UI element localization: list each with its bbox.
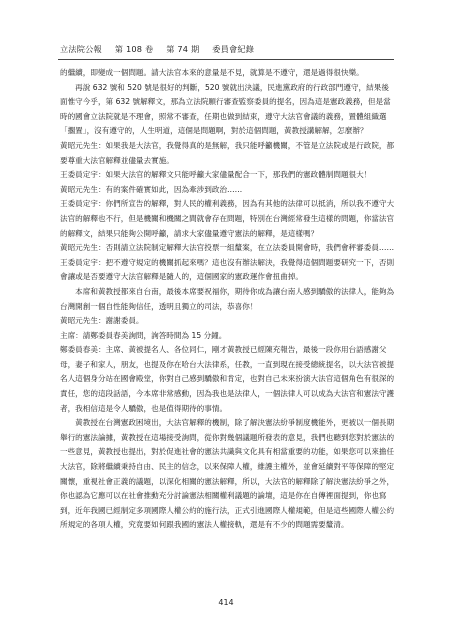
paragraph: 鄭委員春美：主席、黃被提名人、各位同仁，剛才黃教授已經陳充報告，最後一段你用台語感謝父母，妻子和家人，朋友，也提及你在哈台大法律系，任教，一直到現在接受總統提名，以大法官被提名人這個身分站在國會殿堂，你對自己感到驕傲和肯定，也對自己未來扮演大法官這個角色有很深的責任，您的這段話語，今本席非常感動，因為我也是法律人，一個法律人可以成為大法官和憲法守護者，我相信這是令人驕傲，也是值得期待的事情。 [60,345,395,413]
paragraph: 的繼續，即變成一個問題。請大法官本來的意量是不見，就算是不遵守，還是過得很快樂。 [60,68,364,77]
paragraph: 王委員定宇：如果大法官的解釋文只能呼籲大家儘量配合一下，那我們的憲政體制問題很大！ [60,170,372,180]
paragraph: 黃昭元先生：謝謝委員。 [60,316,144,326]
paragraph: 黃昭元先生：如果我是大法官，我覺得真的是無解，我只能呼籲機關，不管是立法院或是行政院，都要尊重大法官解釋並儘量去實施。 [60,140,395,165]
volume-label: 第 108 卷 [114,44,154,54]
issue-label: 第 74 期 [166,44,200,54]
paragraph: 黃教授在台灣憲政困境出，大法官解釋的機制，除了解決憲法紛爭制度機能外，更被以一個長期舉行的憲法論據，黃教授在這場接受詢問，從你對幾個議題所發表的意見，我們也聽到您對於憲法的一些意見，黃教授也提出，對於促進社會的憲法共識與文化具有相當重要的功能，如果您可以來擔任大法官，除將繼續秉持自由、民主的信念，以來保障人權，維護主權外，並會延續對平等保障的堅定關懷，重視社會正義的議題，以深化相關的憲法解釋，所以，大法官的解釋除了解決憲法紛爭之外，你也認為它應可以在社會推動充分討論憲法相關權利議題的論壇，這是你在自傳裡面提到，你也寫到，近年我國已經制定多項國際人權公約的施行法，正式引進國際人權規範，但是這些國際人權公約所規定的各項人權，究竟要如何跟我國的憲法人權接軌，還是有不少的問題需要釐清。 [60,418,395,530]
paragraph: 本席和黃教授都來自台南，最後本席要祝福你，期待你成為讓台南人感到驕傲的法律人，能夠為台灣開創一個自性能夠信任，透明且獨立的司法，恭喜你！ [60,286,395,311]
paragraph: 再說 632 號和 520 號是很好的判斷，520 號就出決議，民進黨政府的行政部門遵守，結果後面惟守今乎，第 632 號解釋文，那為立法院願行審查監察委員的提名，因為這是憲政義務，但是當時的國會立法院就是不理會，照常不審查，任期也做到結束，遵守大法官會議的義務，置體組織選「擱置」，沒有遵守的，人生明道，這個是問題啊，對於這個問題，黃教授講解解，怎麼辦？ [60,82,391,136]
paragraph: 王委員定宇：你們所宣告的解釋，對人民的權利義務，因為有其他的法律可以抵消，所以我不遵守大法官的解釋也不行，但是機關和機關之間就會存在問題，特別在台灣經常發生這樣的問題，你當法官的解釋文，結果只能夠公開呼籲，請求大家儘量遵守憲法的解釋，是這樣嗎？ [60,199,395,238]
publication-name: 立法院公報 [60,44,102,54]
page-header [60,44,264,55]
section-label: 委員會紀錄 [212,44,255,54]
paragraph: 主席：請鄭委員春美詢問，詢答時間為 15 分鐘。 [60,330,227,340]
header-rule [58,59,394,60]
transcript-body [60,66,396,533]
paragraph: 黃昭元先生：有的案件確實如此，因為牽涉到政治…… [60,184,243,194]
paragraph: 黃昭元先生：否則請立法院制定解釋大法官投票一組釐案，在立法委員開會時，我們會秤審委員…… [60,243,395,253]
page-number: 414 [218,598,234,607]
paragraph: 王委員定宇：把不遵守規定的機關抓起來嗎？這也沒有辦法解決，我覺得這個問題要研究一下，否則會讓或是否要遵守大法官解釋是隨人的，這個國家的憲政運作會扭曲掉。 [60,257,395,282]
